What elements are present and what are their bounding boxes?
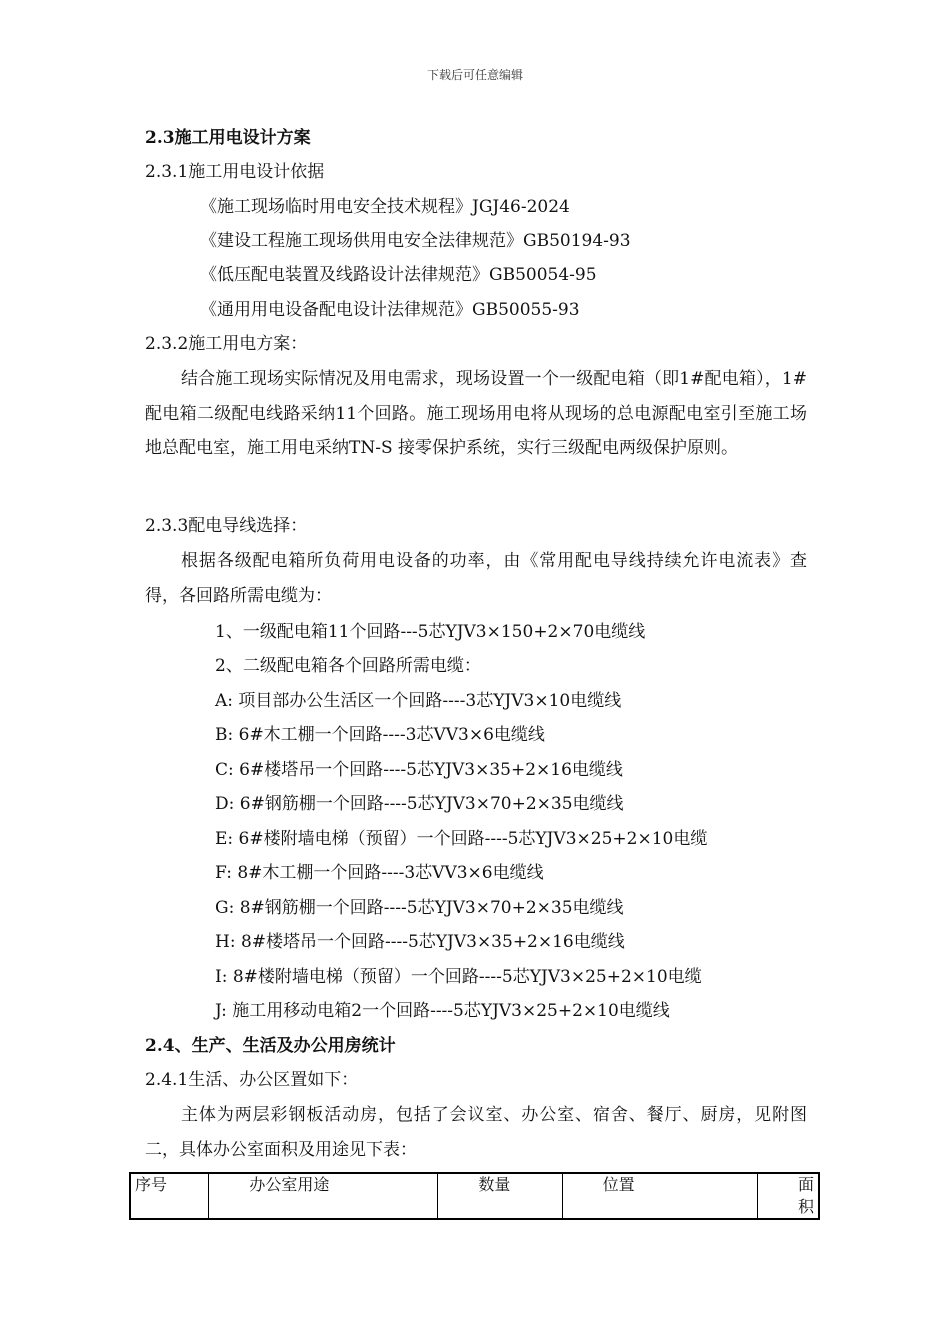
section-2-3-2-title: 2.3.2施工用电方案： [145,334,308,354]
section-2-3-1-title: 2.3.1施工用电设计依据 [145,162,325,182]
section-2-4-1-title: 2.4.1生活、办公区置如下： [145,1070,359,1090]
section-2-3-title: 2.3施工用电设计方案 [145,128,311,148]
table-header-cell: 办公室用途 [209,1173,438,1219]
cable-item: C: 6#楼塔吊一个回路----5芯YJV3×35+2×16电缆线 [215,760,623,780]
cable-item: B: 6#木工棚一个回路----3芯VV3×6电缆线 [215,725,545,745]
cable-item: H: 8#楼塔吊一个回路----5芯YJV3×35+2×16电缆线 [215,932,625,952]
reference-item: 《建设工程施工现场供用电安全法律规范》GB50194-93 [200,231,631,251]
cable-item: A: 项目部办公生活区一个回路----3芯YJV3×10电缆线 [215,691,622,711]
office-table [129,1172,820,1220]
section-2-3-3-paragraph: 根据各级配电箱所负荷用电设备的功率，由《常用配电导线持续允许电流表》查得，各回路所需电缆为： [145,551,807,606]
cable-item: 1、一级配电箱11个回路---5芯YJV3×150+2×70电缆线 [215,622,646,642]
cable-item: I: 8#楼附墙电梯（预留）一个回路----5芯YJV3×25+2×10电缆 [215,967,702,987]
table-header-cell: 数量 [438,1173,562,1219]
cable-item: J: 施工用移动电箱2一个回路----5芯YJV3×25+2×10电缆线 [215,1001,670,1021]
section-2-3-3-title: 2.3.3配电导线选择： [145,516,308,536]
reference-item: 《低压配电装置及线路设计法律规范》GB50054-95 [200,265,597,285]
cable-item: G: 8#钢筋棚一个回路----5芯YJV3×70+2×35电缆线 [215,898,624,918]
table-header-cell: 位置 [562,1173,757,1219]
cable-item: 2、二级配电箱各个回路所需电缆： [215,656,481,676]
cable-item: D: 6#钢筋棚一个回路----5芯YJV3×70+2×35电缆线 [215,794,624,814]
table-header-row [130,1173,819,1219]
table-header-cell: 序号 [130,1173,209,1219]
section-2-3-2-paragraph: 结合施工现场实际情况及用电需求，现场设置一个一级配电箱（即1#配电箱），1#配电箱二级配电线路采纳11个回路。施工现场用电将从现场的总电源配电室引至施工场地总配电室，施工用电采纳TN-S 接零保护系统，实行三级配电两级保护原则。 [145,369,807,459]
reference-item: 《通用用电设备配电设计法律规范》GB50055-93 [200,300,580,320]
section-2-4-1-paragraph: 主体为两层彩钢板活动房，包括了会议室、办公室、宿舍、餐厅、厨房，见附图二，具体办公室面积及用途见下表： [145,1105,807,1160]
page-header: 下载后可任意编辑 [426,68,523,82]
reference-item: 《施工现场临时用电安全技术规程》JGJ46-2024 [200,197,570,217]
section-2-4-title: 2.4、生产、生活及办公用房统计 [145,1036,396,1056]
table-header-cell: 面积 [757,1173,819,1219]
cable-item: E: 6#楼附墙电梯（预留）一个回路----5芯YJV3×25+2×10电缆 [215,829,708,849]
cable-item: F: 8#木工棚一个回路----3芯VV3×6电缆线 [215,863,544,883]
